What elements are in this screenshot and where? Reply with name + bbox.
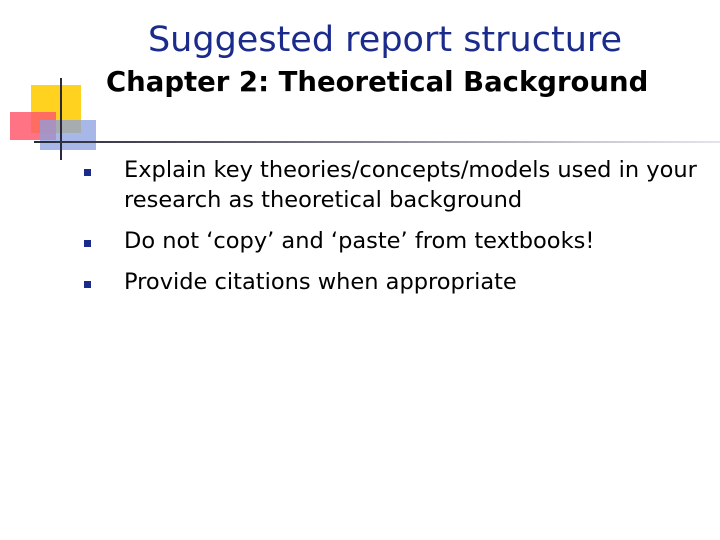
slide-subtitle: Chapter 2: Theoretical Background	[106, 66, 649, 98]
bullet-text: Explain key theories/concepts/models used in your research as theoretical background	[124, 157, 697, 213]
bullet-item	[82, 226, 702, 256]
decorative-blue-square	[40, 120, 96, 150]
bullet-item	[82, 155, 702, 215]
square-bullet-icon	[84, 281, 91, 288]
bullet-item	[82, 267, 702, 297]
bullet-list	[82, 155, 702, 308]
decorative-horizontal-rule	[34, 141, 720, 143]
bullet-text: Provide citations when appropriate	[124, 269, 517, 295]
bullet-text: Do not ‘copy’ and ‘paste’ from textbooks!	[124, 228, 595, 254]
square-bullet-icon	[84, 169, 91, 176]
square-bullet-icon	[84, 240, 91, 247]
slide-title: Suggested report structure	[147, 20, 623, 60]
decorative-vertical-line	[60, 78, 62, 160]
